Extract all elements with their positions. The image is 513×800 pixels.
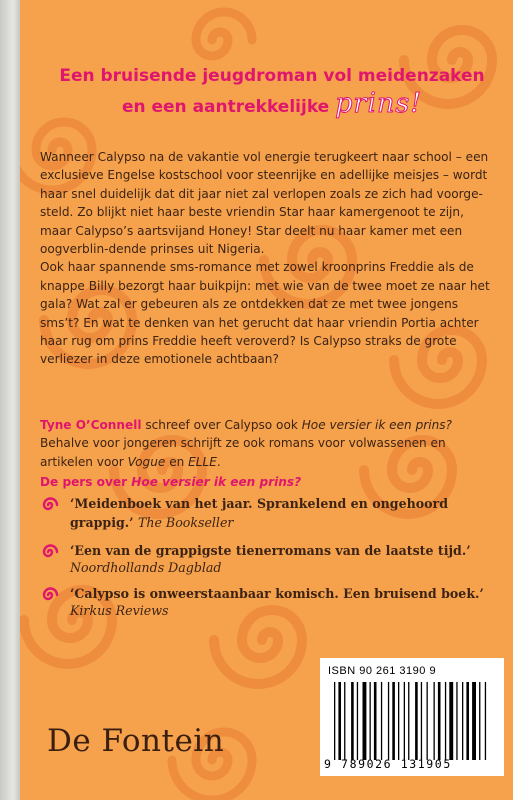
barcode-bar xyxy=(351,682,354,760)
press-quote-source: Kirkus Reviews xyxy=(70,603,169,618)
press-quotes xyxy=(40,494,500,627)
author-book-title: Hoe versier ik een prins? xyxy=(301,418,452,432)
barcode-bar xyxy=(388,682,389,760)
spiral-icon xyxy=(40,495,60,515)
barcode-bar xyxy=(438,682,441,760)
author-text-2: Behalve voor jongeren schrijft ze ook romans voor volwassenen en artikelen voor xyxy=(40,436,446,469)
barcode-bar xyxy=(381,682,382,760)
barcode-bars xyxy=(334,682,494,760)
press-quote-text: ‘Calypso is onweerstaanbaar komisch. Een bruisend boek.’ xyxy=(70,586,484,601)
press-heading-title: Hoe versier ik een prins? xyxy=(131,475,302,489)
barcode-bar xyxy=(449,682,453,760)
barcode-bar xyxy=(334,682,335,760)
author-name: Tyne O’Connell xyxy=(40,418,142,432)
author-text-4: . xyxy=(216,454,221,469)
barcode-bar xyxy=(404,682,405,760)
press-quote-source: Noordhollands Dagblad xyxy=(70,560,222,575)
barcode-bar xyxy=(466,682,469,760)
barcode-bar xyxy=(479,682,480,760)
barcode-bar xyxy=(462,682,463,760)
author-magazine-2: ELLE xyxy=(188,454,217,469)
barcode-bar xyxy=(472,682,476,760)
barcode-bar xyxy=(392,682,395,760)
author-magazine-1: Vogue xyxy=(127,454,166,469)
barcode-bar xyxy=(363,682,367,760)
page-edge xyxy=(0,0,22,800)
barcode-bar xyxy=(415,682,418,760)
headline-accent-word: prins xyxy=(335,88,411,119)
barcode-bar xyxy=(370,682,371,760)
spiral-icon xyxy=(40,542,60,562)
barcode-bar xyxy=(408,682,409,760)
barcode-bar xyxy=(427,682,428,760)
author-bio xyxy=(40,416,498,471)
isbn-label: ISBN 90 261 3190 9 xyxy=(328,665,437,677)
blurb-paragraph-2: Ook haar spannende sms-romance met zowel kroonprins Freddie als de knappe Billy bezorgt haar buikpijn: met wie van de twee moet ze naar het gala? Wat zal er gebeuren als ze ontdekken dat ze met twee jongens sms’t? En wat te denken van het gerucht dat haar vriendin Portia achter haar rug om prins Freddie heeft veroverd? Is Calypso straks de grote verliezer in deze emotionele achtbaan? xyxy=(40,260,490,367)
press-heading-prefix: De pers over xyxy=(40,475,132,489)
barcode-bar xyxy=(344,682,345,760)
headline-line-2 xyxy=(42,90,502,121)
barcode-box xyxy=(320,658,504,776)
barcode-bar xyxy=(398,682,399,760)
barcode-bar xyxy=(374,682,377,760)
book-back-cover xyxy=(20,0,513,800)
spiral-icon xyxy=(40,585,60,605)
press-quote xyxy=(40,494,500,532)
press-quote-source: The Bookseller xyxy=(137,515,234,530)
headline-accent-suffix: ! xyxy=(410,88,423,119)
press-quote xyxy=(40,541,500,575)
press-quote xyxy=(40,584,500,618)
barcode-number: 9 789026 131905 xyxy=(324,757,452,771)
barcode-bar xyxy=(456,682,457,760)
press-heading xyxy=(40,475,301,489)
press-quote-text: ‘Meidenboek van het jaar. Sprankelend en ongehoord grappig.’ xyxy=(70,496,448,530)
barcode-bar xyxy=(485,682,486,760)
headline-line-1: Een bruisende jeugdroman vol meidenzaken xyxy=(59,66,485,86)
blurb xyxy=(40,148,498,369)
headline-line-2-text: en een aantrekkelijke xyxy=(121,97,330,117)
barcode-bar xyxy=(445,682,446,760)
barcode-bar xyxy=(357,682,358,760)
publisher-name: De Fontein xyxy=(47,723,225,759)
author-text-3: en xyxy=(165,454,189,469)
barcode-bar xyxy=(434,682,435,760)
author-text-1: schreef over Calypso ook xyxy=(141,418,302,432)
blurb-paragraph-1: Wanneer Calypso na de vakantie vol energie terugkeert naar school – een exclusieve Engelse kostschool voor steenrijke en adellijke meisjes – wordt haar snel duidelijk dat dit jaar niet zal verlopen zoals ze zich had voorge-steld. Zo blijkt niet haar beste vriendin Star haar kamergenoot te zijn, maar Calypso’s aartsvijand Honey! Star deelt nu haar kamer met een oogverblin-dende prinses uit Nigeria. xyxy=(40,150,489,257)
barcode-bar xyxy=(421,682,422,760)
press-quote-text: ‘Een van de grappigste tienerromans van de laatste tijd.’ xyxy=(70,543,471,558)
headline xyxy=(42,62,502,121)
barcode-bar xyxy=(338,682,341,760)
